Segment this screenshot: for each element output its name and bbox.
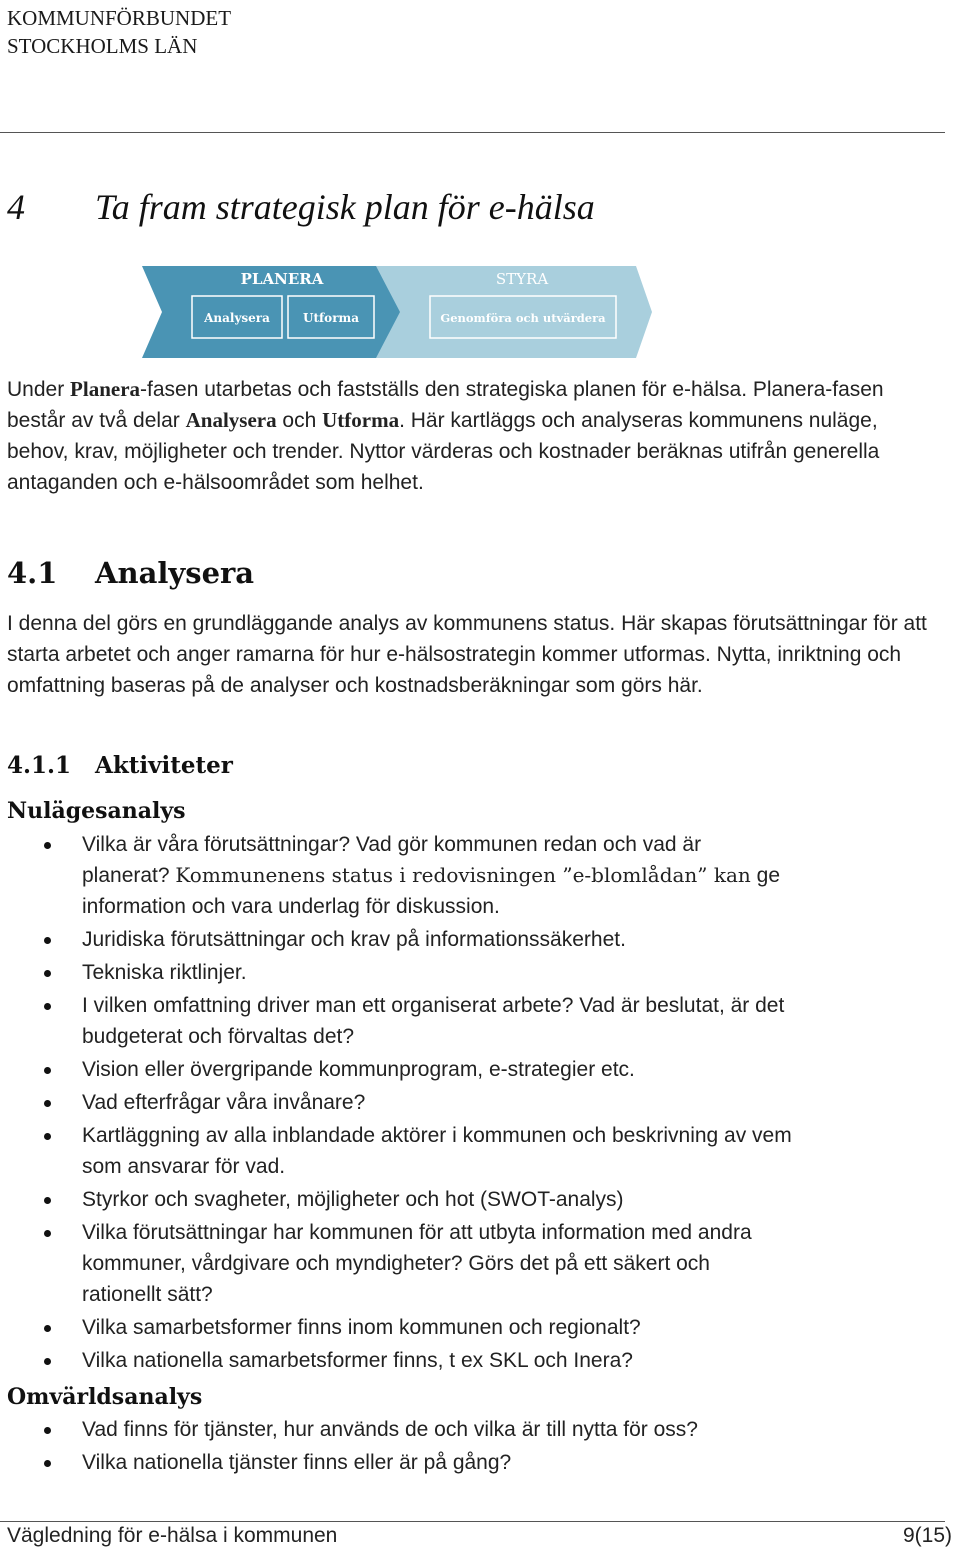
intro-term-utforma: Utforma	[322, 408, 400, 432]
subsection-heading	[7, 752, 233, 779]
list-item-text: Styrkor och svagheter, möjligheter och hot (SWOT-analys)	[82, 1188, 624, 1211]
footer-title: Vägledning för e-hälsa i kommunen	[7, 1524, 338, 1547]
list-item-text: Vad finns för tjänster, hur används de och vilka är till nytta för oss?	[82, 1418, 698, 1441]
omvarldsanalys-heading: Omvärldsanalys	[7, 1384, 203, 1410]
list-item	[0, 924, 792, 955]
intro-term-analysera: Analysera	[185, 408, 277, 432]
list-item-text: I vilken omfattning driver man ett organiserat arbete? Vad är beslutat, är det budgeterat och förvaltas det?	[82, 994, 785, 1048]
list-item	[0, 1312, 792, 1343]
step-utforma-label: Utforma	[303, 311, 359, 325]
phase-planera-label: PLANERA	[240, 270, 324, 288]
list-item	[0, 1087, 792, 1118]
intro-term-planera: Planera	[70, 377, 141, 401]
intro-text: Under	[7, 378, 71, 401]
bullet-icon	[44, 1358, 51, 1365]
bullet-icon	[44, 1460, 51, 1467]
organization-name-line1: KOMMUNFÖRBUNDET	[7, 6, 232, 30]
chapter-heading	[7, 186, 595, 228]
bullet-icon	[44, 937, 51, 944]
list-item	[0, 1447, 792, 1478]
list-item-text: ge information och vara underlag för diskussion.	[82, 864, 781, 918]
list-item	[0, 1217, 792, 1310]
process-diagram	[136, 262, 656, 362]
list-item-text: Kartläggning av alla inblandade aktörer i kommunen och beskrivning av vem som ansvarar för vad.	[82, 1124, 792, 1178]
intro-text: -fasen utarbetas och fastställs den strategiska planen för e-hälsa. Planera-fasen består av två delar	[7, 378, 884, 432]
list-item-text: Juridiska förutsättningar och krav på informationssäkerhet.	[82, 928, 626, 951]
bullet-icon	[44, 1003, 51, 1010]
list-item	[0, 1120, 792, 1182]
intro-paragraph	[7, 374, 937, 498]
intro-text: . Här kartläggs och analyseras kommunens nuläge, behov, krav, möjligheter och trender. Nyttor värderas och kostnader beräknas utifrån generella antaganden och e-hälsoområdet som helhet.	[7, 409, 880, 494]
list-item-text: Vision eller övergripande kommunprogram, e-strategier etc.	[82, 1058, 635, 1081]
bullet-icon	[44, 1230, 51, 1237]
bullet-icon	[44, 970, 51, 977]
list-item-text: Vilka samarbetsformer finns inom kommunen och regionalt?	[82, 1316, 641, 1339]
list-item-text: Vilka nationella samarbetsformer finns, t ex SKL och Inera?	[82, 1349, 633, 1372]
nulagesanalys-list	[0, 829, 900, 1378]
list-item	[0, 1054, 792, 1085]
step-analysera-label: Analysera	[204, 311, 270, 325]
organization-name	[7, 4, 231, 60]
chapter-title: Ta fram strategisk plan för e-hälsa	[95, 187, 595, 227]
list-item-text: Tekniska riktlinjer.	[82, 961, 247, 984]
section-heading	[7, 556, 254, 590]
bullet-icon	[44, 1325, 51, 1332]
bullet-icon	[44, 1067, 51, 1074]
step-genomfora-label: Genomföra och utvärdera	[440, 311, 606, 325]
list-item	[0, 957, 792, 988]
list-item	[0, 1345, 792, 1376]
bullet-icon	[44, 1100, 51, 1107]
bullet-icon	[44, 1133, 51, 1140]
list-item-text: Vad efterfrågar våra invånare?	[82, 1091, 366, 1114]
list-item-text: Vilka är våra förutsättningar? Vad gör kommunen redan och vad är planerat?	[82, 833, 702, 887]
section-number: 4.1	[7, 556, 58, 590]
subsection-title: Aktiviteter	[95, 752, 233, 779]
footer-divider	[0, 1521, 945, 1522]
nulagesanalys-heading: Nulägesanalys	[7, 798, 186, 824]
list-item	[0, 1184, 792, 1215]
list-item	[0, 990, 792, 1052]
list-item-text: Kommunenens status i redovisningen ”e-blomlådan” kan	[175, 863, 751, 887]
header-divider	[0, 132, 945, 133]
organization-name-line2: STOCKHOLMS LÄN	[7, 34, 198, 58]
section-title: Analysera	[95, 556, 255, 590]
chapter-number: 4	[7, 187, 25, 227]
subsection-number: 4.1.1	[7, 752, 72, 779]
omvarldsanalys-list	[0, 1414, 900, 1480]
list-item-text: Vilka förutsättningar har kommunen för att utbyta information med andra kommuner, vårdgivare och myndigheter? Görs det på ett säkert och rationellt sätt?	[82, 1221, 752, 1306]
page-number: 9(15)	[902, 1524, 952, 1547]
bullet-icon	[44, 1427, 51, 1434]
section-paragraph: I denna del görs en grundläggande analys av kommunens status. Här skapas förutsättningar för att starta arbetet och anger ramarna för hur e-hälsostrategin kommer utformas. Nytta, inriktning och omfattning baseras på de analyser och kostnadsberäkningar som görs här.	[7, 612, 927, 697]
list-item	[0, 1414, 792, 1445]
bullet-icon	[44, 842, 51, 849]
intro-text: och	[276, 409, 323, 432]
list-item	[0, 829, 792, 922]
list-item-text: Vilka nationella tjänster finns eller är på gång?	[82, 1451, 512, 1474]
bullet-icon	[44, 1197, 51, 1204]
phase-styra-label: STYRA	[495, 270, 549, 288]
